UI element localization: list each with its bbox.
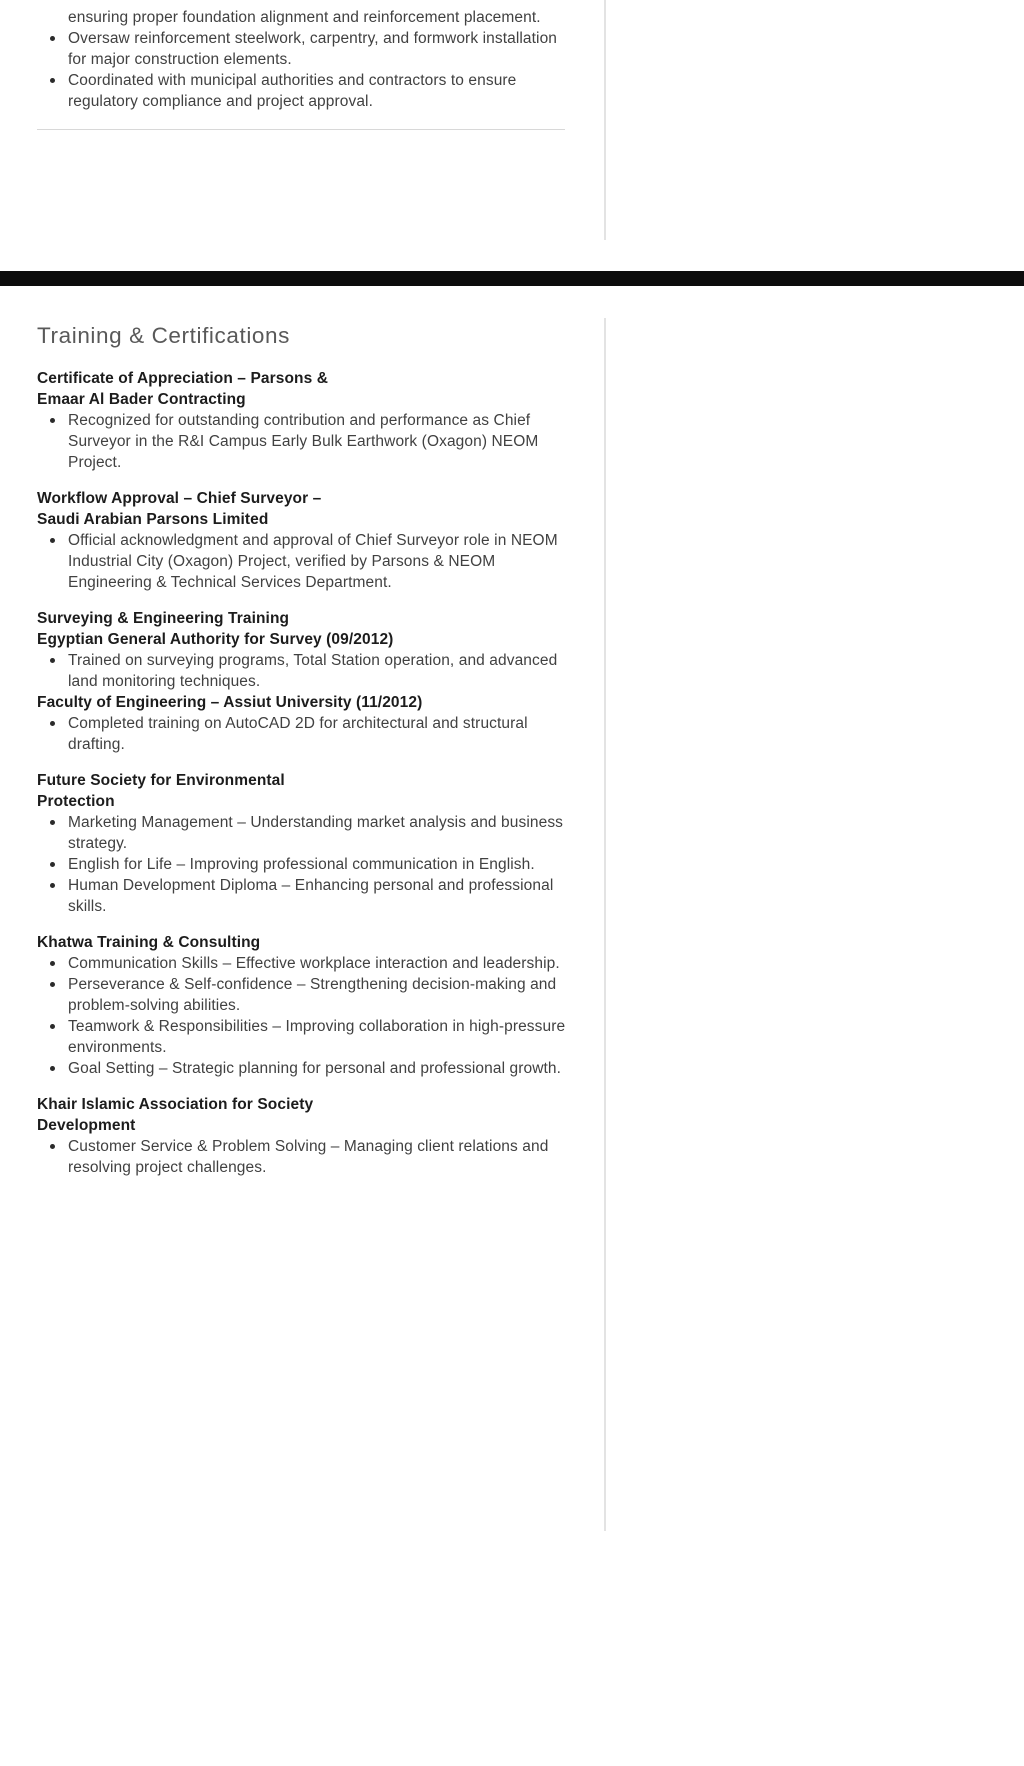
entry-heading bbox=[37, 932, 567, 953]
bullet-item: Oversaw reinforcement steelwork, carpentry, and formwork installation for major construction elements. bbox=[37, 28, 567, 70]
entry-heading-line: Development bbox=[37, 1117, 136, 1134]
bullet-item: Recognized for outstanding contribution and performance as Chief Surveyor in the R&I Campus Early Bulk Earthwork (Oxagon) NEOM Project. bbox=[37, 410, 567, 473]
entry-bullets bbox=[37, 812, 567, 917]
entry-heading-line: Future Society for Environmental bbox=[37, 772, 285, 789]
bullet-item: Official acknowledgment and approval of Chief Surveyor role in NEOM Industrial City (Oxagon) Project, verified by Parsons & NEOM Engineering & Technical Services Department. bbox=[37, 530, 567, 593]
experience-bullets bbox=[37, 28, 567, 112]
resume-page-training bbox=[0, 286, 1024, 1178]
bullet-item: Goal Setting – Strategic planning for personal and professional growth. bbox=[37, 1058, 567, 1079]
bullet-item: Teamwork & Responsibilities – Improving collaboration in high-pressure environments. bbox=[37, 1016, 567, 1058]
bullet-item: English for Life – Improving professional communication in English. bbox=[37, 854, 567, 875]
entry-heading bbox=[37, 608, 567, 650]
certification-entry bbox=[37, 692, 567, 755]
certification-entry bbox=[37, 770, 567, 917]
entry-heading-line: Certificate of Appreciation – Parsons & bbox=[37, 370, 329, 387]
entry-bullets bbox=[37, 713, 567, 755]
bullet-item: Trained on surveying programs, Total Station operation, and advanced land monitoring techniques. bbox=[37, 650, 567, 692]
entry-heading-line: Protection bbox=[37, 793, 115, 810]
page2-content bbox=[0, 286, 567, 1178]
bullet-item: Human Development Diploma – Enhancing personal and professional skills. bbox=[37, 875, 567, 917]
entry-heading bbox=[37, 770, 567, 812]
entry-heading bbox=[37, 368, 567, 410]
column-divider bbox=[604, 318, 606, 1531]
entry-heading-line: Khatwa Training & Consulting bbox=[37, 934, 261, 951]
entry-bullets bbox=[37, 530, 567, 593]
entry-heading-line: Faculty of Engineering – Assiut University (11/2012) bbox=[37, 694, 423, 711]
bullet-item: Customer Service & Problem Solving – Managing client relations and resolving project challenges. bbox=[37, 1136, 567, 1178]
bullet-continuation-text: ensuring proper foundation alignment and reinforcement placement. bbox=[68, 9, 541, 26]
entry-bullets bbox=[37, 1136, 567, 1178]
certification-entries bbox=[37, 368, 567, 1178]
entry-bullets bbox=[37, 953, 567, 1079]
entry-heading bbox=[37, 488, 567, 530]
entry-heading-line: Egyptian General Authority for Survey (09/2012) bbox=[37, 631, 394, 648]
entry-bullets bbox=[37, 410, 567, 473]
bullet-item: Marketing Management – Understanding market analysis and business strategy. bbox=[37, 812, 567, 854]
bullet-item: Completed training on AutoCAD 2D for architectural and structural drafting. bbox=[37, 713, 567, 755]
certification-entry bbox=[37, 932, 567, 1079]
entry-heading-line: Surveying & Engineering Training bbox=[37, 610, 290, 627]
entry-heading bbox=[37, 1094, 567, 1136]
entry-heading-line: Saudi Arabian Parsons Limited bbox=[37, 511, 269, 528]
entry-heading-line: Workflow Approval – Chief Surveyor – bbox=[37, 490, 322, 507]
entry-heading-line: Khair Islamic Association for Society bbox=[37, 1096, 314, 1113]
section-divider bbox=[37, 129, 565, 130]
certification-entry bbox=[37, 368, 567, 473]
section-title: Training & Certifications bbox=[37, 323, 291, 348]
resume-page-previous bbox=[0, 0, 1024, 130]
bullet-item: Perseverance & Self-confidence – Strengthening decision-making and problem-solving abilities. bbox=[37, 974, 567, 1016]
page1-content bbox=[0, 0, 567, 130]
entry-heading-line: Emaar Al Bader Contracting bbox=[37, 391, 246, 408]
entry-heading bbox=[37, 692, 567, 713]
entry-bullets bbox=[37, 650, 567, 692]
bullet-item: Coordinated with municipal authorities and contractors to ensure regulatory compliance and project approval. bbox=[37, 70, 567, 112]
page-break-bar bbox=[0, 271, 1024, 286]
certification-entry bbox=[37, 488, 567, 593]
column-divider bbox=[604, 0, 606, 240]
certification-entry bbox=[37, 608, 567, 692]
bullet-item: Communication Skills – Effective workplace interaction and leadership. bbox=[37, 953, 567, 974]
certification-entry bbox=[37, 1094, 567, 1178]
